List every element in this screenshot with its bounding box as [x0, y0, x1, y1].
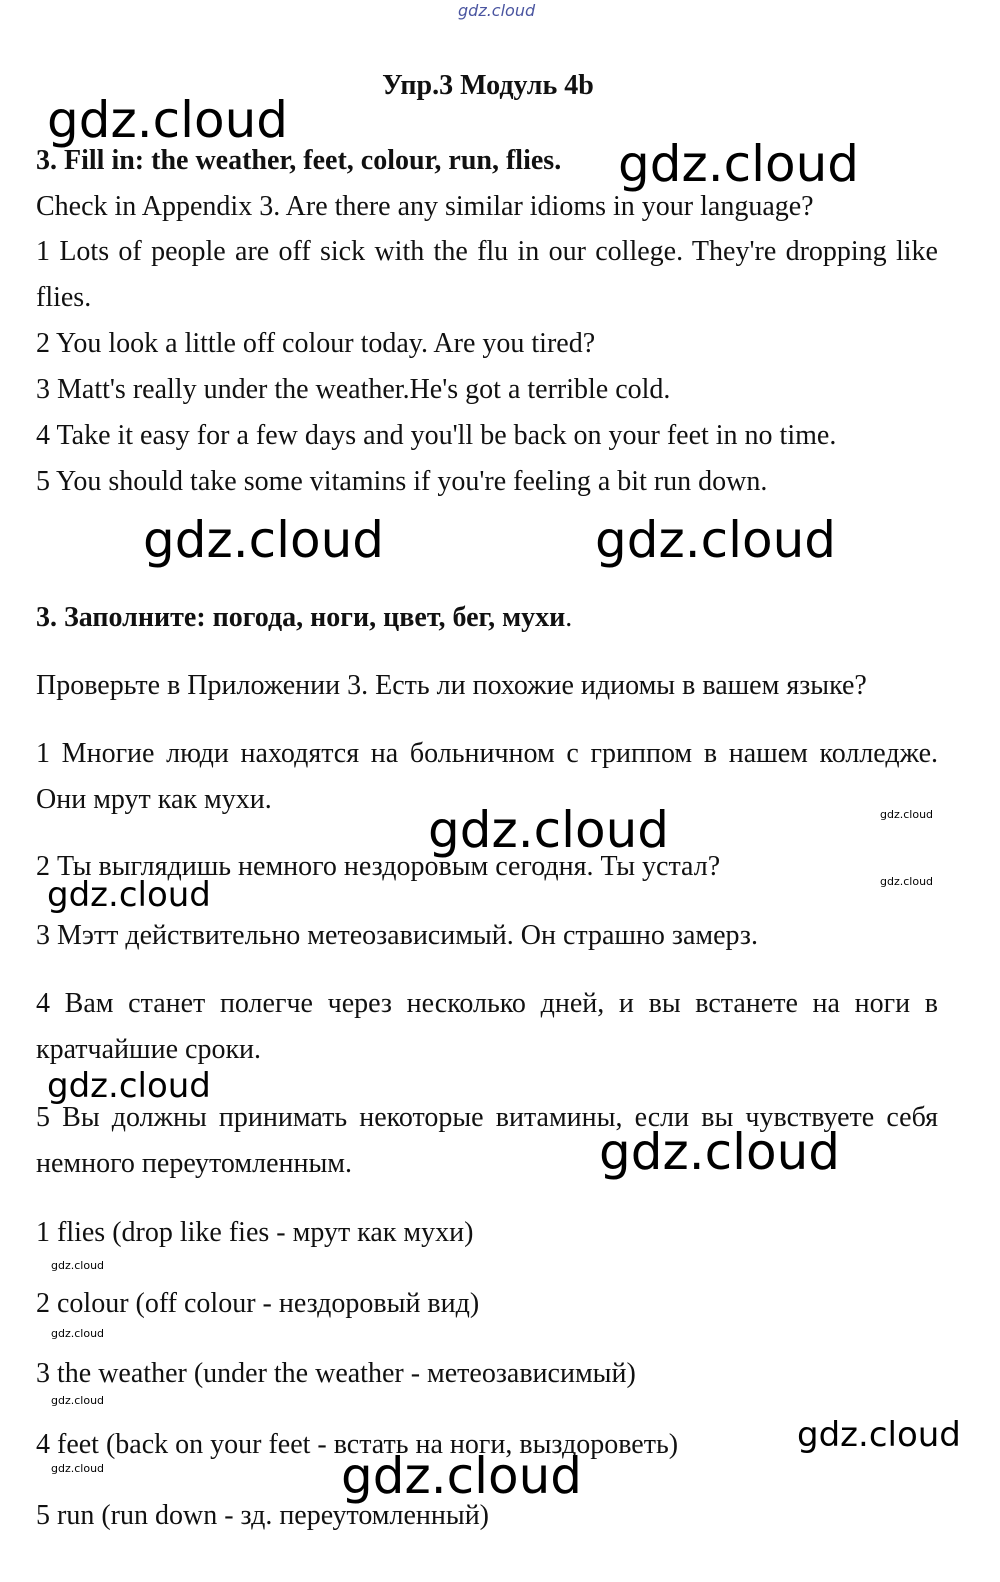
sentence-en-1: 1 Lots of people are off sick with the flu in our college. They're dropping like flies.: [36, 236, 938, 313]
exercise-heading-ru-bold: 3. Заполните: погода, ноги, цвет, бег, мухи: [36, 602, 566, 633]
watermark: gdz.cloud: [47, 91, 289, 149]
page-title: Упр.3 Модуль 4b: [382, 70, 594, 101]
watermark: gdz.cloud: [880, 875, 934, 888]
exercise-heading-ru-tail: .: [565, 602, 573, 633]
instruction-en: Check in Appendix 3. Are there any similar idioms in your language?: [36, 191, 814, 222]
watermark: gdz.cloud: [428, 801, 670, 859]
exercise-heading-en: 3. Fill in: the weather, feet, colour, run, flies.: [36, 145, 562, 176]
answer-3: 3 the weather (under the weather - метеозависимый): [36, 1358, 636, 1389]
watermark: gdz.cloud: [797, 1415, 961, 1455]
exercise-heading-ru: [36, 602, 572, 634]
watermark: gdz.cloud: [880, 808, 934, 821]
sentence-en-2: 2 You look a little off colour today. Are you tired?: [36, 328, 596, 359]
sentence-ru-4: 4 Вам станет полегче через несколько дней, и вы встанете на ноги в кратчайшие сроки.: [36, 988, 938, 1065]
watermark: gdz.cloud: [595, 511, 837, 569]
sentence-en-4: 4 Take it easy for a few days and you'll be back on your feet in no time.: [36, 420, 837, 451]
answer-2: 2 colour (off colour - нездоровый вид): [36, 1288, 480, 1319]
watermark: gdz.cloud: [51, 1462, 105, 1475]
watermark: gdz.cloud: [599, 1123, 841, 1181]
answer-4: 4 feet (back on your feet - встать на ноги, выздороветь): [36, 1429, 679, 1460]
watermark-top: gdz.cloud: [458, 1, 536, 20]
sentence-ru-3: 3 Мэтт действительно метеозависимый. Он страшно замерз.: [36, 920, 758, 951]
sentence-ru-1: 1 Многие люди находятся на больничном с гриппом в нашем колледже. Они мрут как мухи.: [36, 738, 938, 815]
watermark: gdz.cloud: [47, 875, 211, 915]
sentence-en-3: 3 Matt's really under the weather.He's got a terrible cold.: [36, 374, 671, 405]
watermark: gdz.cloud: [143, 511, 385, 569]
watermark: gdz.cloud: [341, 1447, 583, 1505]
sentence-en-5: 5 You should take some vitamins if you're feeling a bit run down.: [36, 466, 768, 497]
watermark: gdz.cloud: [51, 1259, 105, 1272]
sentence-ru-2: 2 Ты выглядишь немного нездоровым сегодня. Ты устал?: [36, 851, 721, 882]
answer-1: 1 flies (drop like fies - мрут как мухи): [36, 1217, 474, 1248]
watermark: gdz.cloud: [51, 1394, 105, 1407]
watermark: gdz.cloud: [51, 1327, 105, 1340]
instruction-ru: Проверьте в Приложении 3. Есть ли похожие идиомы в вашем языке?: [36, 670, 867, 701]
watermark: gdz.cloud: [47, 1066, 211, 1106]
answer-5: 5 run (run down - зд. переутомленный): [36, 1500, 490, 1531]
watermark: gdz.cloud: [618, 135, 860, 193]
sentence-ru-5: 5 Вы должны принимать некоторые витамины, если вы чувствуете себя немного переутомленным.: [36, 1102, 938, 1179]
